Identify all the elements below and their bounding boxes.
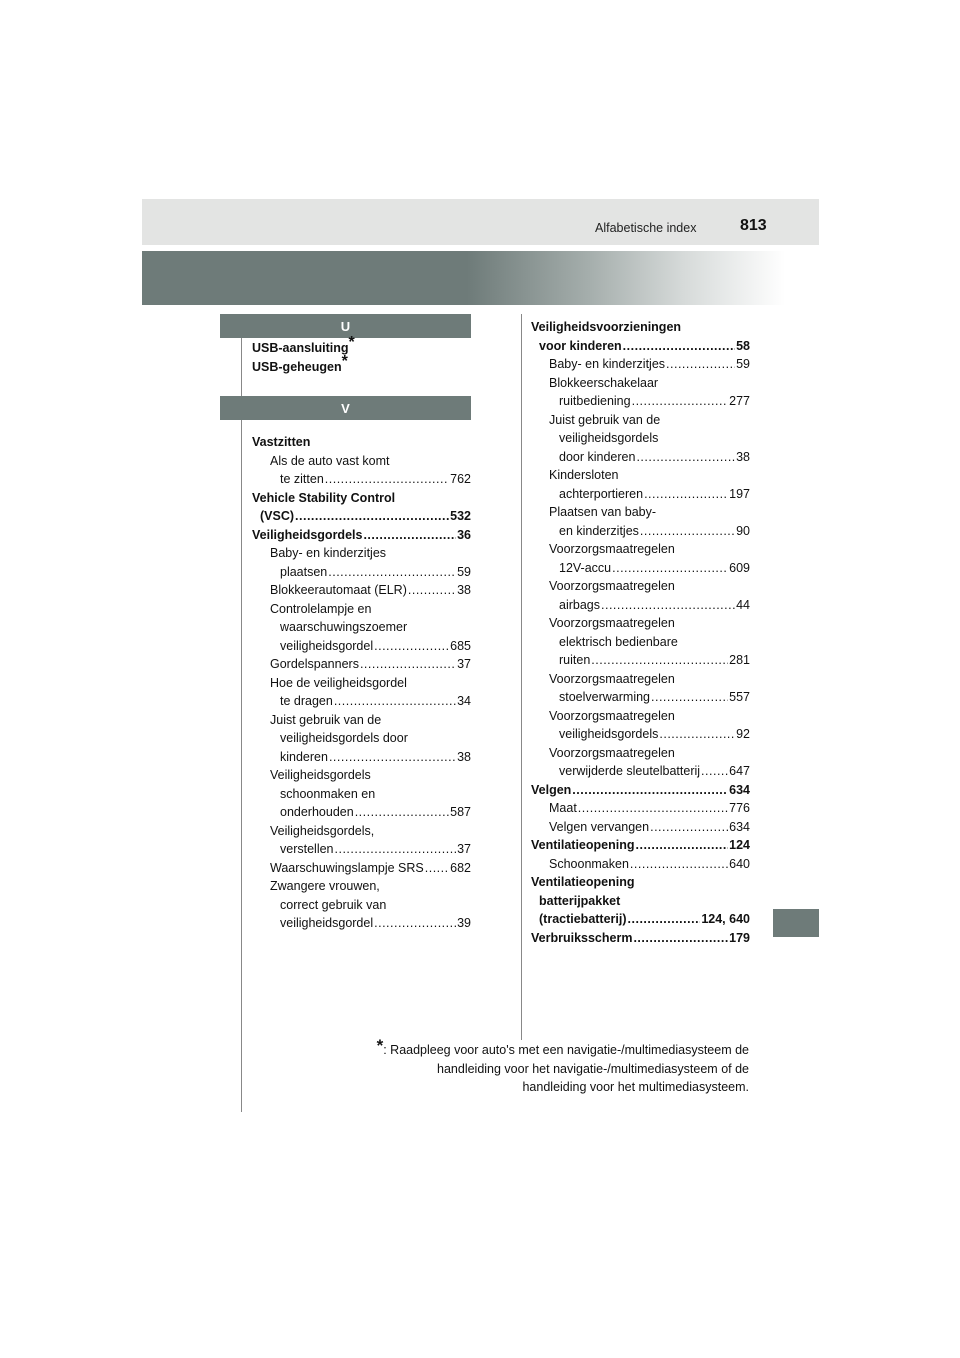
index-subentry: te dragen ..... 34 [252,692,471,711]
index-entry-vsc: Vehicle Stability Control [252,490,396,505]
index-subentry-line: Baby- en kinderzitjes [270,546,387,560]
index-subentry-line: Veiligheidsgordels [270,768,371,782]
index-column-left [252,334,471,933]
index-subentry: Blokkeerautomaat (ELR) ..... 38 [252,581,471,600]
index-subentry-line: Plaatsen van baby- [549,505,657,519]
index-subentry-line: Kindersloten [549,468,619,482]
page-number: 813 [740,217,767,234]
index-subentry: en kinderzitjes ..... 90 [531,522,750,541]
index-entry-verbruiksscherm: Verbruiksscherm ..... 179 [531,929,750,948]
section-head-u: U [220,314,471,338]
index-entry-vastzitten: Vastzitten [252,435,311,449]
index-subentry-line: veiligheidsgordels [559,431,659,445]
index-subentry-line: Voorzorgsmaatregelen [549,616,675,630]
footnote-marker: * [376,1036,384,1055]
section-head-v: V [220,396,471,420]
index-entry-line: batterijpakket [539,893,621,908]
footnote-line: *: Raadpleeg voor auto's met een navigatie-/multimediasysteem de [376,1036,749,1057]
index-subentry: veiligheidsgordel ..... 685 [252,637,471,656]
left-margin-rule [241,314,242,1112]
index-subentry: Schoonmaken ..... 640 [531,855,750,874]
index-column-right [531,318,750,947]
index-subentry: veiligheidsgordel ..... 39 [252,914,471,933]
index-subentry-line: Blokkeerschakelaar [549,375,659,390]
page-header-bar [142,199,819,245]
index-subentry-line: Zwangere vrouwen, [270,879,380,893]
index-subentry-line: Voorzorgsmaatregelen [549,579,675,593]
index-subentry: achterportieren ..... 197 [531,485,750,504]
index-subentry-line: Veiligheidsgordels, [270,823,375,838]
index-subentry: door kinderen ..... 38 [531,448,750,467]
index-subentry: te zitten ..... 762 [252,470,471,489]
index-subentry-line: Voorzorgsmaatregelen [549,542,675,556]
column-divider-rule [521,314,522,1040]
index-subentry: plaatsen ..... 59 [252,563,471,582]
chapter-tab-marker [773,909,819,937]
footnote [376,1036,749,1097]
index-subentry: 12V-accu ..... 609 [531,559,750,578]
index-subentry: veiligheidsgordels ..... 92 [531,725,750,744]
index-subentry-line: Voorzorgsmaatregelen [549,745,675,760]
index-subentry: Gordelspanners ..... 37 [252,655,471,674]
footnote-marker: * [348,334,355,351]
index-subentry-line: Voorzorgsmaatregelen [549,671,675,686]
index-subentry: onderhouden ..... 587 [252,803,471,822]
index-subentry: verwijderde sleutelbatterij ..... 647 [531,762,750,781]
index-subentry: airbags ..... 44 [531,596,750,615]
index-entry-velgen: Velgen ..... 634 [531,781,750,800]
page-section-title: Alfabetische index [595,221,697,235]
footnote-line: handleiding voor het navigatie-/multimediasysteem of de [437,1061,749,1076]
index-entry-vsc-page: (VSC) ..... 532 [252,507,471,526]
index-entry-ventilatieopening-batterij-page: (tractiebatterij) ..... 124, 640 [531,910,750,929]
index-subentry-line: Controlelampje en [270,601,372,616]
index-entry-usb-aansluiting: USB-aansluiting* [252,334,355,355]
index-subentry: ruitbediening ..... 277 [531,392,750,411]
index-subentry-line: Hoe de veiligheidsgordel [270,675,407,690]
index-subentry-line: schoonmaken en [280,786,376,801]
index-subentry-line: waarschuwingszoemer [280,620,408,634]
index-subentry-line: elektrisch bedienbare [559,634,678,649]
index-subentry-line: Juist gebruik van de [270,712,382,727]
index-subentry: ruiten ..... 281 [531,651,750,670]
index-entry-veiligheidsgordels: Veiligheidsgordels ..... 36 [252,526,471,545]
index-subentry: Baby- en kinderzitjes ..... 59 [531,355,750,374]
index-entry-veiligheidsvoorzieningen-page: voor kinderen ..... 58 [531,337,750,356]
index-subentry: Velgen vervangen ..... 634 [531,818,750,837]
index-subentry-line: correct gebruik van [280,897,387,912]
index-subentry: kinderen ..... 38 [252,748,471,767]
index-subentry-line: Voorzorgsmaatregelen [549,708,675,723]
index-subentry: verstellen ..... 37 [252,840,471,859]
index-subentry: stoelverwarming ..... 557 [531,688,750,707]
index-subentry-line: Juist gebruik van de [549,412,661,427]
index-entry-ventilatieopening-batterij: Ventilatieopening [531,875,635,889]
index-entry-veiligheidsvoorzieningen: Veiligheidsvoorzieningen [531,320,682,334]
index-entry-ventilatieopening: Ventilatieopening ..... 124 [531,836,750,855]
footnote-marker: * [341,352,348,370]
index-subentry-line: Als de auto vast komt [270,453,390,468]
decorative-band [142,251,819,305]
index-subentry: Maat ..... 776 [531,799,750,818]
footnote-line: handleiding voor het multimediasysteem. [522,1080,749,1094]
index-subentry: Waarschuwingslampje SRS ..... 682 [252,859,471,878]
index-subentry-line: veiligheidsgordels door [280,731,408,745]
index-entry-usb-geheugen: USB-geheugen* [252,352,348,374]
